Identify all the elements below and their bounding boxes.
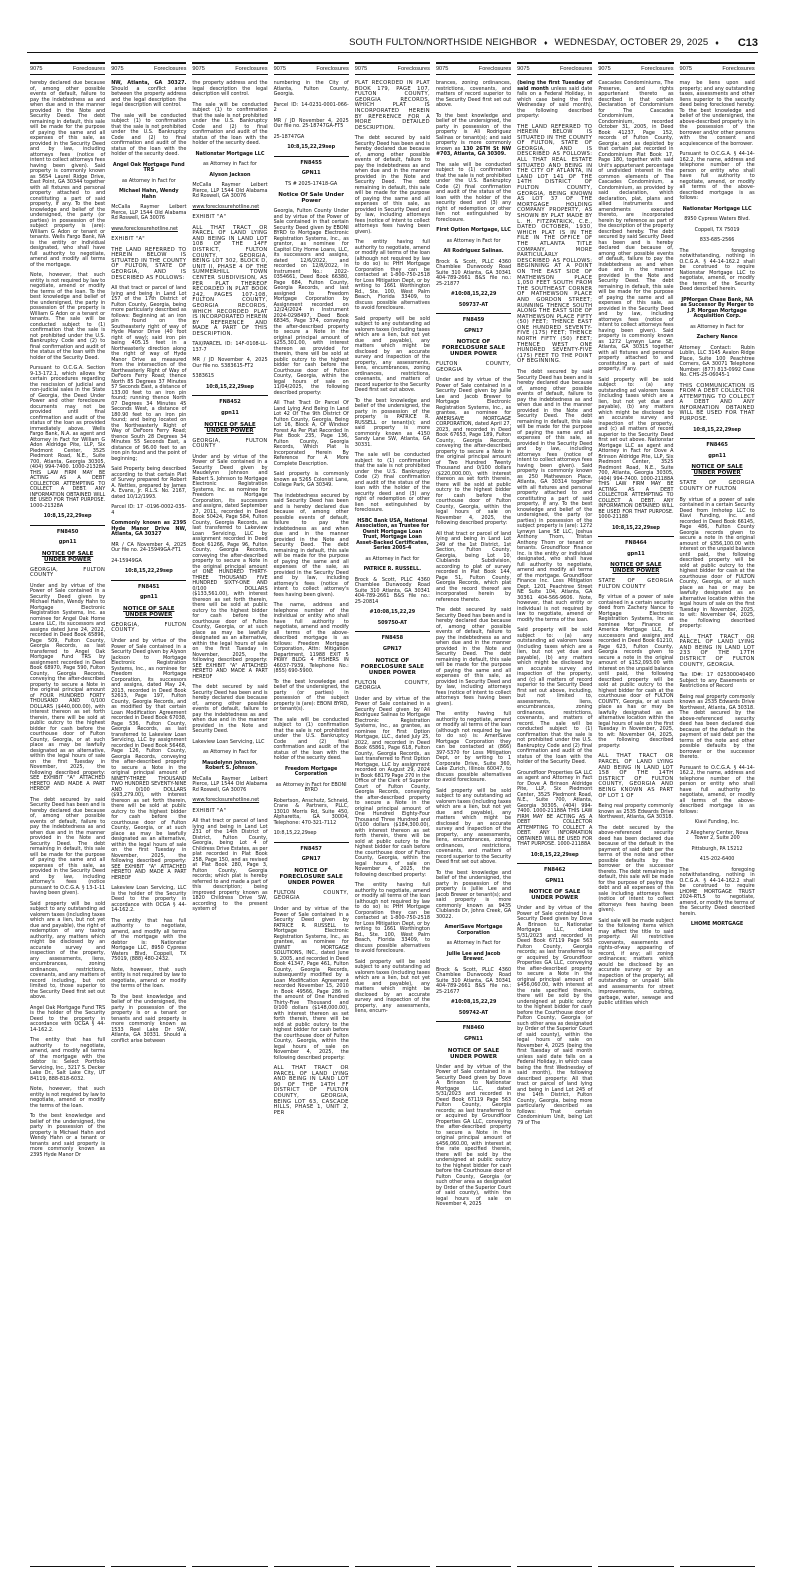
notice-paragraph: TAX/PARCEL ID: 14F-0108-LL-137-7 xyxy=(192,341,268,353)
notice-title: NOTICE OF FORECLOSURE SALE UNDER POWER xyxy=(441,339,506,358)
signatory: Maudelynn Johnson, Robert S. Johnson xyxy=(202,759,258,772)
notice-paragraph: Said property is commonly known as 5265 Colonist Lane, College Park, GA 30349. xyxy=(273,471,349,489)
notice-paragraph: Under and by virtue of the Power of Sale contained in a Security Deed given by Alyson Jackson to Mortgage Electronic Registration Systems, Inc., as nominee for Freedom Mortgage Corporation, its successors and assigns, dated May 24, 2013, recorded in Deed Book 52613, Page 197, Fulton County, Georgia Records, and as modified by that certain Loan Modification Agreement recorded in Deed Book 67038, Page 536, Fulton County, Georgia Records, as last transferred to Lakeview Loan Servicing, LLC by assignment recorded in Deed Book 56468, Page 126, Fulton County, Georgia Records, conveying the after-described property to secure a Note in the original principal amount of NINETY-THREE THOUSAND TWO HUNDRED SEVENTY-NINE AND 0/100 DOLLARS ($93,279.00), with interest thereon as set forth therein, there will be sold at public outcry to the highest bidder for cash before the courthouse door of Fulton County, Georgia, or at such place as may be lawfully designated as an alternative, within the legal hours of sale on the first Tuesday in November, 2025, the following described property: SEE EXHIBIT "A" ATTACHED HERETO AND MADE A PART HEREOF xyxy=(111,638,187,881)
notice-paragraph: Lakeview Loan Servicing, LLC is the holder of the Security Deed to the property in accordance with OCGA § 44-14-162.2. xyxy=(111,885,187,914)
notice-paragraph: 5383615 xyxy=(192,373,215,380)
column-header xyxy=(680,62,755,75)
notice-paragraph: brances, zoning ordinances, restrictions, covenants, and matters of record superior to the Security Deed first set out above. xyxy=(435,80,512,108)
classified-code: 9075 xyxy=(30,66,43,72)
notice-id: FN8457 xyxy=(300,845,322,852)
notice-id: GPN17 xyxy=(301,856,321,863)
notice-paragraph: The debt secured by said Security Deed has been and is hereby declared due because of, among other possible events of default, failure to pay the indebtedness as and when due and in the manner provided in the Note and Security Deed. The debt remaining in default, this sale will be made for the purpose of paying the same and all expenses of this sale, as provided in Security Deed and by law, including attorneys fees (notice of intent to collect attorneys fees having been given). xyxy=(354,135,430,235)
legal-notices-columns xyxy=(27,62,758,1567)
signatory: Jullie Lee and Jacob Brewer. xyxy=(446,950,501,963)
notice-paragraph xyxy=(111,81,186,109)
notice-paragraph: Georgia, Fulton County Under and by virtue of the Power of Sale contained in that certain Security Deed given by EBONI BYRD to Mortgage Electronic Registration Systems, Inc., as grantor, as nominee for Capitol City Home Loans, LLC, its successors and assigns, dated 12/6/2022, and recorded on 12/8/2022, in Instrument No.: 2022-0354661, Deed Book 66380, Page 684, Fulton County, Georgia Records, and last assigned to Freedom Mortgage Corporation by Assignment recorded on 12/24/2024 in Instrument 2024-0298497, Deed Book 68345, Page 374, conveying the after-described property to secure a Note in the original principal amount of $255,301.00, with interest thereon as provided for therein, there will be sold at public outcry to the highest bidder for cash before the Courthouse door of Fulton County, Georgia, within the legal hours of sale on 11/04/2025, the following described property: xyxy=(273,208,349,396)
notice-divider xyxy=(274,842,349,843)
notice-paragraph: Said property will be sold subject to: (a) any outstanding ad valorem taxes (including taxes which are a lien, but not yet due and payable), (b) any matters which might be disclosed by an accurate survey and inspection of the property, and (c) all matters of record superior to the Security Deed first set out above. Nationstar Mortgage LLC as agent and Attorney in Fact for Dove A Brinson Aldridge Pite, LLP, Six Piedmont Center, 3525 Piedmont Road, N.E., Suite 700, Atlanta, Georgia 30305, (404) 994-7400. 1000-21188A THIS LAW FIRM MAY BE ACTING AS A DEBT COLLECTOR ATTEMPTING TO COLLECT A DEBT. ANY INFORMATION OBTAINED WILL BE USED FOR THAT PURPOSE. 1000-21188 xyxy=(598,376,674,520)
notice-divider xyxy=(355,631,430,632)
publication-dates: 10:8,15,22,29sep xyxy=(530,851,579,858)
publication-dates: #10:08,15,22,29 xyxy=(369,609,416,616)
legal-description: ALL THAT TRACT OR PARCEL OF LAND LYING AND BEING IN LAND LOT 108 OF THE 14FF DISTRICT, FULTON COUNTY, GEORGIA, BEING LOT 302, BLOCK D, UNIT II, PHASE 4 OF THE SUMMERHILL TOWN CENTER SUBDIVISION, AS PER PLAT THEREOF RECORDED IN PLAT BOOK 242, PAGES 107-108, FULTON COUNTY, GEORGIA RECORDS, WHICH RECORDED PLAT IS INCORPORATED HEREIN BY REFERENCE AND MADE A PART OF THIS DESCRIPTION. xyxy=(192,224,268,337)
signatory: Nationstar Mortgage LLC xyxy=(682,205,752,212)
notice-paragraph: Pursuant to O.C.G.A. Section 9-13-172.1, which allows for certain procedures regarding the rescission of judicial and non-judicial sales in the State of Georgia, the Deed Under Power and other foreclosure documents may not be provided until final confirmation and audit of the status of the loan as provided immediately above. Wells Fargo Bank, N.A. as agent and Attorney in Fact for William G Adon Aldridge Pite, LLP, Six Piedmont Center, 3525 Piedmont Road, N.E., Suite 700, Atlanta, Georgia 30305, (404) 994-7400. 1000-21328A THIS LAW FIRM MAY BE ACTING AS A DEBT COLLECTOR ATTEMPTING TO COLLECT A DEBT. ANY INFORMATION OBTAINED WILL BE USED FOR THAT PURPOSE. 1000-21328A xyxy=(30,365,106,509)
notice-column xyxy=(352,62,433,1567)
column-header xyxy=(192,62,267,75)
notice-id: FN8462 xyxy=(543,867,566,874)
notice-paragraph: The foregoing notwithstanding, nothing in O.C.G.A. § 44-14-162.2 shall be construed to require LHOME MORTGAGE TRUST 2024-RTL5 to negotiate, amend, or modify the terms of the Security Deed described herein. xyxy=(679,866,755,917)
publication-dates: 509750-AT xyxy=(377,619,407,626)
column-body xyxy=(517,81,592,1126)
diamond-separator-icon: ♦ xyxy=(715,40,719,47)
column-bottom-rule xyxy=(355,1566,430,1567)
paragraph-text: Should a conflict arise between the property address and the legal description the legal description will control. xyxy=(111,85,187,108)
publication-dates: 509742-AT xyxy=(458,1009,489,1016)
classified-code: 9075 xyxy=(273,66,287,72)
notice-id: FN8451 xyxy=(138,583,160,590)
notice-column xyxy=(677,62,758,1567)
classified-category: Foreclosures xyxy=(641,66,674,72)
notice-id: FN8458 xyxy=(381,635,404,642)
notice-title: NOTICE OF SALE UNDER POWER xyxy=(610,562,662,575)
notice-paragraph: numbering in the City of Atlanta, Fulton County, Georgia. xyxy=(273,80,349,97)
notice-id: FN8450 xyxy=(56,528,79,535)
notice-paragraph: Under and by virtue of the Power of Sale contained in a Security Deed given by PATRICE R. RUSSELL to Mortgage Electronic Registration Systems, Inc., as grantee, as nominee for OWNIT MORTGAGE SOLUTIONS, INC., dated June 9, 2005, and recorded in Deed Book 41347, Page 461, Fulton County, Georgia Records, subsequently modified by a Loan Modification Agreement recorded November 15, 2010 in Book 49566, Page 286 in the amount of One Hundred Thirty-Five Thousand and 0/100 dollars ($148,000.00), with interest thereon as set forth therein, there will be sold at public outcry to the highest bidder for cash before the courthouse door of Fulton County, Georgia, within the legal hours of sale on November 4, 2025, the following described property: xyxy=(273,906,349,1061)
notice-column xyxy=(271,62,352,1567)
paragraph-text: To the best knowledge and belief of the undersigned, the party in possession of the property is Ali Rodriguez Salinas or tenant(s); and said property is more commonly known as xyxy=(435,112,512,152)
legal-description: THE LAND REFERRED TO HEREIN BELOW IS SITUATED IN THE COUNTY OF FULTON, STATE OF GEORGIA, AND IS DESCRIBED AS FOLLOWS: ALL THAT REAL ESTATE SITUATED AND BEING IN THE CITY OF ATLANTA, IN LAND LOT 141 OF THE 14TH DISTRICT OF FULTON COUNTY, GEORGIA, BEING KNOWN AS LOT 37 OF THE MORTGAGE HOLDING COMPANY PROPERTY, AS SHOWN BY PLAT MADE BY L. H. FITZPATRICK, C.E., DATED OCTOBER, 1930, WHICH PLAT IS IN THE FILE IN THE OFFICE OF THE ATLANTA TITLE COMPANY, MORE PARTICULARLY DESCRIBED AS FOLLOWS: BEGINNING AT A POINT ON THE EAST SIDE OF MATHEWSON PLACE 1,050 FEET SOUTH FROM THE SOUTHEAST CORNER OF MATHEWSON PLACE AND GORDON STREET; RUNNING THENCE SOUTH ALONG THE EAST SIDE OF MATHEWSON PLACE FIFTY (50) FEET; THENCE EAST ONE HUNDRED SEVENTY-FIVE (175) FEET; THENCE NORTH FIFTY (50) FEET; THENCE WEST ONE HUNDRED SEVENTY-FIVE (175) FEET TO THE POINT OF BEGINNING. xyxy=(517,123,593,365)
notice-paragraph: The debt secured by said Security Deed has been and is hereby declared due because of, among other possible events of default, failure to pay the indebtedness as and when due and in the manner provided in the Note and Security Deed. The debt remaining in default, this sale will be made for the purpose of paying the same and all expenses of this sale, as provided in the Security Deed and by law, including attorney's fees (notice pursuant to O.C.G.A. § 13-1-11 having been given). xyxy=(30,796,106,897)
signatory-line: 833-685-2566 xyxy=(699,237,735,243)
classified-category: Foreclosures xyxy=(235,66,268,72)
notice-paragraph: 24-15949GA xyxy=(111,557,142,564)
notice-paragraph: Brock & Scott, PLLC 4360 Chamblee Dunwoody Road Suite 310 Atlanta, GA 30341 404-789-2661 B&S file no.: 25-21877 xyxy=(435,258,512,287)
notice-id: GPN11 xyxy=(301,170,321,177)
notice-divider xyxy=(111,580,186,581)
notice-paragraph: The foregoing notwithstanding, nothing in O.C.G.A. § 44-14-162.2 shall be construed to require Nationstar Mortgage LLC to negotiate, amend, or modify the terms of the Security Deed described herein. xyxy=(679,247,755,292)
classified-category: Foreclosures xyxy=(559,66,593,72)
notice-paragraph: Brock & Scott, PLLC 4360 Chamblee Dunwoody Road Suite 310 Atlanta, GA 30341 404-789-2661 B&S file no.: 25-20814 xyxy=(354,576,430,605)
signatory: Michael Hahn, Wendy Hahn xyxy=(119,188,179,200)
notice-paragraph: MR / JD November 4, 2025 Our file no. 25-18747GA-FT5 xyxy=(273,117,349,129)
legal-description: FULTON COUNTY, GEORGIA xyxy=(435,361,512,373)
legal-description: FULTON COUNTY, GEORGIA xyxy=(273,889,349,902)
column-bottom-rule xyxy=(517,1566,592,1567)
notice-id: gpn11 xyxy=(708,452,726,459)
issue-date: WEDNESDAY, OCTOBER 29, 2025 xyxy=(554,37,709,48)
publication-dates: #10:08,15,22,29 xyxy=(450,291,497,297)
signatory-line: as Attorney in Fact for EBONI BYRD xyxy=(275,781,347,794)
signatory-line: Pittsburgh, PA 15212 xyxy=(691,845,743,852)
notice-paragraph: hereby declared due because of, among other possible events of default, failure to pay the indebtedness as and when due and in the manner provided in the Note and Security Deed. The debt remaining in default, this sale will be made for the purpose of paying the same and all expenses of this sale, as provided in the Security Deed and by law, including attorneys fees (notice of intent to collect attorneys fees having been given). Said property is commonly known as 5654 Laurel Ridge Drive, East Point, GA 30344 together with all fixtures and personal property attached to and constituting a part of said property, if any. To the best knowledge and belief of the undersigned, the party (or parties) in possession of the subject property is (are): William G Adon or tenant or tenants. Wells Fargo Bank, NA is the entity or individual designated, who shall have full authority to negotiate, amend and modify all terms of the mortgage. xyxy=(30,80,106,268)
column-bottom-rule xyxy=(274,1566,349,1567)
notice-paragraph: By virtue of a power of sale contained in a certain Security Deed from Imhotep LLC to Kiavi Funding, Inc. and recorded in Deed Book 66145, Page 486, Fulton County Georgia records given to secure a note in the original amount of $356,100.00 with interest on the unpaid balance until paid, the following described property will be sold at public outcry to the highest bidder for cash at the courthouse door of FULTON County, Georgia, or at such place as has or may be lawfully designated as an alternative location within the legal hours of sale on the first Tuesday in November, 2025, to wit: November 04, 2025, the following described property: xyxy=(679,496,755,630)
emphasized-text: (being the first Tuesday of said month xyxy=(517,80,593,92)
publication-name: SOUTH FULTON/NORTHSIDE NEIGHBOR xyxy=(349,37,537,48)
signatory: Angel Oak Mortgage Fund TRS xyxy=(112,161,185,173)
notice-paragraph: The sale will be conducted subject to (1) confirmation that the sale is not prohibited under the U.S. Bankruptcy Code (2) final confirmation and audit of the status of the loan with the holder of the security deed and (3) any right of redemption or other lien not extinguished by foreclosure. xyxy=(435,161,512,223)
notice-paragraph: All that tract or parcel of land lying and being in Land Lot 157 of the 17th District of Fulton County, Georgia, being more particularly described as follows: Beginning at an iron pin found on the Southeasterly right of way of Hyde Manor Drive (40 foot right of way); said iron pin being 405.15 feet in a Northeasterly direction along the right of way of Hyde Manor Drive as measured from the intersection of the Northeasterly Right of Way of DeFoors Ferry Road; thence North 85 Degrees 37 Minutes 57 Seconds East, a distance of 133.00 feet to an iron pin found; running thence North 07 Degrees 34 Minutes 45 Seconds West, a distance of 180.90 feet to an iron pin found; and being located on the Northeasterly Right of Way of DeFoors Ferry Road; thence South 28 Degrees 34 Minutes 55 Seconds East, a distance of 96.00 feet to an iron pin found and the point of beginning; xyxy=(111,285,187,462)
legal-description: EXHIBIT "A" xyxy=(111,236,145,242)
notice-paragraph: Note, however, that such entity is not required by law to negotiate, amend or modify the terms of the loan. To the best knowledge and belief of the undersigned, the party in possession of the property is William G Adon or a tenant or tenants. The sale will be conducted subject to (1) confirmation that the sale is not prohibited under the U.S. Bankruptcy Code and (2) to final confirmation and audit of the status of the loan with the holder of the Security Deed. xyxy=(30,272,106,361)
column-bottom-rule xyxy=(111,1566,186,1567)
notice-paragraph: To the best knowledge and belief of the undersigned, the party in possession of the property is Jullie Lee and Jacob Brewer or tenant(s); and said property is more commonly known as 9435 Clublands Dr, Johns Creek, GA 30022. xyxy=(435,869,512,920)
notice-paragraph: The sale will be conducted subject to (1) confirmation that the sale is not prohibited under the U.S. Bankruptcy Code (2) final confirmation and audit of the status of the loan with the holder of the security deed and (3) any right of redemption or other lien not extinguished by foreclosure. xyxy=(354,452,430,514)
signatory: PATRICE R. RUSSELL. xyxy=(363,566,422,573)
notice-paragraph: Under and by virtue of the Power of Sale contained in a Security Deed given by Michael Hahn, Wendy Hahn to Mortgage Electronic Registration Systems, Inc. as nominee for Angel Oak Home Loans LLC, its successors and assigns dated June 24, 2022, recorded in Deed Book 65896, Page 509, Fulton County, Georgia Records, as last transferred to Angel Oak Mortgage Fund TRS by assignment recorded in Deed Book 68970, Page 590, Fulton County, Georgia Records, conveying the after-described property to secure a Note in the original principal amount of FOUR HUNDRED FORTY THOUSAND AND 0/100 DOLLARS ($440,000.00), with interest thereon as set forth therein, there will be sold at public outcry to the highest bidder for cash before the courthouse door of Fulton County, Georgia, or at such place as may be lawfully designated as an alternative, within the legal hours of sale on the first Tuesday in November, 2025, the following described property: SEE EXHIBIT "A" ATTACHED HERETO AND MADE A PART HEREOF xyxy=(30,582,106,793)
signatory-line: as Attorney in Fact for xyxy=(690,323,745,330)
publication-dates: 10:8,15,22,29sep xyxy=(287,144,336,150)
column-header xyxy=(30,62,105,75)
notice-id: gpn11 xyxy=(221,410,239,417)
notice-paragraph: Said property will be sold subject to: (a) any outstanding ad valorem taxes (including taxes which are a lien, but not yet due and payable), (b) any matters which might be disclosed by an accurate survey and inspection of the property, and (c) all matters of record superior to the Security Deed first set out above, including, but not limited to, assessments, liens, encumbrances, zoning ordinances, restrictions, covenants, and matters of record. The sale will be conducted subject to (1) confirmation that the sale is not prohibited under the U.S. Bankruptcy Code and (2) final confirmation and audit of the status of the loan with the holder of the Security Deed. xyxy=(517,627,593,766)
signatory-line: Kiavi Funding, Inc. xyxy=(694,819,740,826)
notice-paragraph: Angel Oak Mortgage Fund TRS is the holder of the Security Deed to the property in accordance with OCGA § 44-14-162.2. xyxy=(30,1004,106,1033)
notice-title: NOTICE OF SALE UNDER POWER xyxy=(204,421,256,434)
notice-paragraph: Under and by virtue of the Power of Sale contained in a Security Deed given by Dove A Brinson to Nationstar Mortgage LLC, dated 5/31/2023 and recorded in Deed Book 67119 Page 563 Fulton County, Georgia records; as last transferred to or acquired by Groundfloor Properties GA LLC, conveying the after-described property to secure a Note in the original principal amount of $456,060.00, with interest at the rate specified therein, there will be sold by the undersigned at public outcry to the highest bidder for cash before the Courthouse door of Fulton County, Georgia (or such other area as designated by Order of the Superior Court of said county), within the legal hours of sale on November 4, 2025 xyxy=(435,1063,512,1208)
legal-description: THIS COMMUNICATION IS FROM A DEBT COLLECTOR ATTEMPTING TO COLLECT A DEBT AND ANY INFORMATION OBTAINED WILL BE USED FOR THAT PURPOSE. xyxy=(679,382,755,423)
notice-paragraph: Said property will be sold subject to any outstanding ad valorem taxes (including taxes which are a lien, but not yet due and payable), any matters which might be disclosed by an accurate survey and inspection of the property, any assessments, liens, encumbrances, zoning ordinances, restrictions, covenants, and matters of record superior to the Security Deed first set out above. xyxy=(435,787,512,866)
notice-paragraph: The sale will be conducted subject (1) to confirmation that the sale is not prohibited under the U.S. Bankruptcy Code and (2) to final confirmation and audit of the status of the loan with the holder of the security deed. xyxy=(111,112,187,157)
column-body xyxy=(111,81,186,1044)
notice-paragraph: 10:8,15,22,29sep xyxy=(273,830,317,837)
classified-code: 9075 xyxy=(354,66,368,72)
notice-id: gpn11 xyxy=(627,550,645,557)
page-masthead xyxy=(27,30,758,53)
notice-paragraph: Being real property commonly known as 2535 Edwards Drive Northwest, Atlanta, GA 30318. xyxy=(598,803,674,821)
notice-divider xyxy=(436,313,511,314)
notice-paragraph: Being real property commonly known as 2535 Edwards Drive Northwest, Atlanta, GA 30318. The debt secured by the above-referenced security deed has been declared due because of the default in the payment of said debt per the terms of the note and other possible defaults by the borrower or the successor thereto. xyxy=(679,693,755,761)
notice-paragraph: Said sale will be made subject to the following items which may affect the title to said property: All restrictive covenants, easements and rights-of-way appearing of record, if any; all zoning ordinances; matters which would be disclosed by an accurate survey or by an inspection of the property; all outstanding or unpaid bills and assessments for street improvements, curbing, garbage, water, sewage and public utilities which xyxy=(598,917,674,1007)
signatory: JPMorgan Chase Bank, NA as Successor By Merger to J.P. Morgan Mortgage Acquisition Corp. xyxy=(680,296,754,319)
publication-dates: 10:8,15,22,29sep xyxy=(124,568,173,575)
signatory-line: as Attorney in Fact for xyxy=(203,749,257,756)
classified-code: 9075 xyxy=(111,66,124,72)
legal-description: PLAT RECORDED IN PLAT BOOK 179, PAGE 107, FULTON COUNTY, GEORGIA RECORDS, WHICH PLAT IS INCORPORATED HEREIN BY REFERENCE FOR A MORE DETAILED DESCRIPTION. xyxy=(354,80,430,131)
notice-title: NOTICE OF SALE UNDER POWER xyxy=(123,605,175,618)
signatory-line: as Attorney in Fact for xyxy=(121,177,176,184)
notice-paragraph: The debt secured by the above-referenced security deed has been declared due because of the default in the payment of said debt per the terms of the note and other possible defaults by the borrower or the successor thereto. The debt remaining in default, this sale will be made for the purpose of paying the debt and all expenses of this sale including attorneys fees (notice of intent to collect attorneys fees having been given). xyxy=(598,824,674,914)
notice-paragraph: Under and by virtue of the Power of Sale contained in a Security Deed given by Dove A Brinson to Nationstar Mortgage LLC, dated 5/31/2023 and recorded in Deed Book 67119 Page 563 Fulton County, Georgia records; as last transferred to or acquired by Groundfloor Properties GA LLC, conveying the after-described property to secure a Note in the original principal amount of $456,060.00, with interest at the rate specified therein, there will be sold by the undersigned at public outcry to the highest bidder for cash before the Courthouse door of Fulton County, Georgia (or such other area as designated by Order of the Superior Court of said county), within the legal hours of sale on November 4, 2025 (being the first Tuesday of said month unless said date falls on a Federal Holiday, in which case being the first Wednesday of said month), the following described property: All that tract or parcel of land lying and being in Land Lot 245 of the 14th District, Fulton County, Georgia, being more particularly described as follows: That certain Condominium Unit, being Lot 79 of The xyxy=(517,905,593,1126)
notice-id: gpn11 xyxy=(58,539,77,546)
signatory: Nationstar Mortgage LLC xyxy=(195,150,265,157)
notice-paragraph: the property address and the legal description the legal description will control. xyxy=(192,80,268,97)
signatory: LHOME MORTGAGE xyxy=(690,921,744,928)
legal-description: FULTON COUNTY, GEORGIA xyxy=(354,679,430,692)
notice-paragraph xyxy=(517,81,592,120)
notice-column xyxy=(189,62,270,1567)
publication-dates: 509737-AT xyxy=(458,301,489,308)
notice-id: GPN11 xyxy=(545,877,565,884)
notice-paragraph: The debt secured by said Security Deed has been and is hereby declared due because of, among other possible events of default, failure to pay the indebtedness as and when due and in the manner provided in the Note and Security Deed. The debt remaining in default, this sale will be made for the purpose of paying the same and all expenses of this sale, as provided in Security Deed and by law, including attorneys fees (notice of intent to collect attorneys fees having been given). xyxy=(435,607,512,707)
notice-column xyxy=(595,62,676,1567)
column-body xyxy=(598,81,673,1007)
notice-paragraph: Under and by virtue of the Power of Sale contained in a Security Deed given by Ali Rodriguez Salinas to Mortgage Electronic Registration Systems, Inc., as grantee, as nominee for First Option Mortgage, LLC., dated July 25, 2022, and recorded in Deed Book 65861, Page 618, Fulton County, Georgia Records, as last transferred to First Option Mortgage, LLC by assignment recorded on August 29, 2024 in Book 68179 Page 270 in the Office of the Clerk of Superior Court of Fulton County, Georgia Records, conveying the after-described property to secure a Note in the original principal amount of One Hundred Eighty-Four Thousand Three Hundred and 0/100 dollars ($184,300.00), with interest thereon as set forth therein, there will be sold at public outcry to the highest bidder for cash before the courthouse door of Fulton County, Georgia, within the legal hours of sale on November 4, 2025, the following described property: xyxy=(354,695,430,878)
classified-category: Foreclosures xyxy=(154,66,187,72)
signatory-line: 8950 Cypress Waters Blvd. xyxy=(684,216,750,222)
notice-id: FN8460 xyxy=(462,1025,485,1032)
page-number: C13 xyxy=(737,37,758,49)
notice-paragraph: To the best knowledge and belief of the undersigned, the party in possession of the property is PATRICE R. RUSSELL or tenant(s); and said property is more commonly known as 4150 Sandy Lane SW, Atlanta, GA 30331. xyxy=(354,397,430,448)
notice-paragraph: Pursuant to O.C.G.A. § 44-14-162.2, the name, address and telephone number of the person or entity who shall have full authority to negotiate, amend, or modify all terms of the above-described mortgage is as follows: xyxy=(679,151,755,201)
column-bottom-rule xyxy=(30,1566,105,1567)
signatory: Zachery Nance xyxy=(696,334,738,340)
signatory: Freedom Mortgage Corporation xyxy=(284,765,338,778)
notice-paragraph: The indebtedness secured by said Security Deed has been and is hereby declared due because of, among other possible events of default, failure to pay the indebtedness as and when due and in the manner provided in the Note and Security Deed. The debt remaining in default, this sale will be made for the purpose of paying the same and all expenses of the sale, as provided in the Security Deed and by law, including attorney's fees (notice of intent to collect attorney's fees having been given). xyxy=(273,492,349,598)
notice-id: FN8455 xyxy=(300,159,322,166)
notice-id: gpn11 xyxy=(139,594,158,601)
notice-title: NOTICE OF SALE UNDER POWER xyxy=(447,1047,500,1060)
notice-paragraph: To the best knowledge and belief of the undersigned, the party in possession of the property is Michael Hahn and Wendy Hahn or a tenant or tenants and said property is more commonly known as 2395 Hyde Manor Dr xyxy=(30,1113,106,1158)
publication-dates: 10:8,15,22,29sep xyxy=(206,383,254,390)
column-header xyxy=(517,62,592,75)
notice-title: Notice Of Sale Under Power xyxy=(278,192,345,205)
signatory: HSBC Bank USA, National Association, as Trustee for Ownit Mortgage Loan Trust, Mortgage Loan Asset-Backed Certificates, Series 2005-4 xyxy=(355,517,430,552)
classified-code: 9075 xyxy=(598,66,611,72)
notice-id: GPN17 xyxy=(464,327,483,334)
notice-paragraph: McCalla Raymer Leibert Pierce, LLP 1544 Old Alabama Rd Roswell, GA 30076 xyxy=(111,204,187,221)
classified-category: Foreclosures xyxy=(397,66,430,72)
notice-paragraph: Tax ID#: 17 025300040400 Subject to any Easements or Restrictions of Record xyxy=(679,672,755,690)
publication-dates: 10:8,15,22,29sep xyxy=(43,513,92,519)
column-body xyxy=(192,81,267,913)
notice-paragraph: The sale will be conducted subject (1) to confirmation that the sale is not prohibited under the U.S. Bankruptcy Code and (2) to final confirmation and audit of the status of the loan with the holder of the security deed. xyxy=(192,101,268,146)
classified-code: 9075 xyxy=(517,66,530,72)
notice-title: NOTICE OF FORECLOSURE SALE UNDER POWER xyxy=(360,657,424,676)
notice-paragraph: The name, address and telephone number of the individual or entity who shall have full authority to negotiate, amend and modify all terms of the above-described mortgage is as follows: Freedom Mortgage Corporation, Attn: Mitigation Department, 11988 EXIT 5 PKWY BLDG 4 FISHERS IN 46037-7939, Telephone No.: (855) 690-5900. xyxy=(273,602,349,675)
notice-paragraph: Under and by virtue of the Power of Sale contained in a Security Deed given by Maudelynn Johnson and Robert S. Johnson to Mortgage Electronic Registration Systems, Inc. as nominee for Freedom Mortgage Corporation, its successors and assigns, dated September 27, 2011, recorded in Deed Book 50424, Page 584, Fulton County, Georgia Records, as last transferred to Lakeview Loan Servicing, LLC by assignment recorded in Deed Book 61266, Page 96, Fulton County, Georgia Records, conveying the after-described property to secure a Note in the original principal amount of ONE HUNDRED THIRTY-THREE THOUSAND FIVE HUNDRED SIXTY-ONE AND 0/100 DOLLARS ($133,561.00), with interest thereon as set forth therein, there will be sold at public outcry to the highest bidder for cash before the courthouse door of Fulton County, Georgia, or at such place as may be lawfully designated as an alternative, within the legal hours of sale on the first Tuesday in November, 2025, the following described property: SEE EXHIBIT "A" ATTACHED HERETO AND MADE A PART HEREOF xyxy=(192,453,268,680)
column-header xyxy=(355,62,430,75)
legal-description: STATE OF GEORGIA FULTON COUNTY xyxy=(598,578,674,590)
notice-divider xyxy=(598,536,673,537)
notice-id: FN8452 xyxy=(219,399,241,406)
classified-code: 9075 xyxy=(192,66,205,72)
notice-title: NOTICE OF SALE UNDER POWER xyxy=(41,550,94,563)
column-body xyxy=(680,81,755,928)
notice-paragraph: Pursuant to O.C.G.A. § 44-14-162.2, the name, address and telephone number of the person or entity who shall have full authority to negotiate, amend, or modify all terms of the above-described mortgage is as follows: xyxy=(679,764,755,815)
classified-category: Foreclosures xyxy=(316,66,349,72)
notice-paragraph: Under and by virtue of the Power of Sale contained in a Security Deed given by Jullie Lee and Jacob Brewer to Mortgage Electronic Registration Systems, Inc., as grantee, as nominee for AMERISAVE MORTGAGE CORPORATION, dated April 27, 2023, and recorded in Deed Book 67653, Page 189, Fulton County, Georgia Records, conveying the after-described property to secure a Note in the original principal amount of Two Hundred Twenty Thousand and 0/100 dollars ($220,000.00), with interest thereon as set forth therein, there will be sold at public outcry to the highest bidder for cash before the courthouse door of Fulton County, Georgia, within the legal hours of sale on November 4, 2025, the following described property: xyxy=(435,377,512,527)
legal-description: EXHIBIT "A" xyxy=(192,807,227,814)
signatory-line: 2 Allegheny Center, Nova Tower 2, Suite 200 xyxy=(685,829,749,842)
notice-paragraph: MR / CA November 4, 2025 Our file no. 24-15949GA-FT1 xyxy=(111,541,187,554)
signatory-line: Coppell, TX 75019 xyxy=(694,226,740,233)
notice-paragraph: By virtue of a power of sale contained in a certain security deed from Zachery Nance to Mortgage Electronic Registration Systems, Inc as nominee for Finance of America Mortgage LLC, its successors and assigns and recorded in Deed Book 61210, Page 623, Fulton County, Georgia records given to secure a note in the original amount of $152,093.00 with interest on the unpaid balance until paid, the following described property will be sold at public outcry to the highest bidder for cash at the courthouse door of FULTON COUNTY, Georgia, or at such place as has or may be lawfully designated as an alternative location within the legal hours of sale on the first Tuesday in November, 2025, to wit: November 04, 2025, the following described property: xyxy=(598,594,674,749)
signatory-line: as Attorney in Fact for xyxy=(446,940,501,947)
notice-paragraph: The debt secured by said Security Deed has been and is hereby declared due because of, among other possible events of default, failure to pay the indebtedness as and when due and in the manner provided in the Note and Security Deed. The debt remaining in default, this sale will be made for the purpose of paying the same and all expenses of this sale, as provided in the Security Deed and by law, including attorneys fees (notice of intent to collect attorneys fees having been given). Said property is commonly known as 250 Mathewson Place, Atlanta, GA 30314 together with all fixtures and personal property attached to and constituting a part of said property, if any. To the best knowledge and belief of the undersigned, the party (or parties) in possession of the subject property is (are): 1272 Lynwyn Lane SE LLC, Joshua Anthony Thom, Tristan Anthony Thom or tenant or tenants. Groundfloor Finance Inc. is the entity or individual designated, who shall have full authority to negotiate, amend and modify all terms of the mortgage. Groundfloor Finance Inc. Loss Mitigation Dept. 1201 Peachtree Street NE Suite 104, Atlanta, GA 30361 404-566-9606. Note, however, that such entity or individual is not required by law to negotiate, amend or modify the terms of the loan. xyxy=(517,369,593,623)
notice-paragraph: McCalla Raymer Leibert Pierce, LLP 1544 Old Alabama Rd Roswell, GA 30076 xyxy=(192,182,268,199)
notice-paragraph: The entity having full authority to negotiate, amend or modify all terms of the loan (although not required by law to do so) is: PHH Mortgage Corporation they can be contacted at 1-800-750-2518 for Loss Mitigation Dept, or by writing to 1661 Worthington Rd., Ste. 100, West Palm Beach, Florida 33409, to discuss possible alternatives to avoid foreclosure. xyxy=(354,239,430,312)
notice-id: FN8459 xyxy=(462,317,485,323)
notice-divider xyxy=(274,156,349,157)
column-bottom-rule xyxy=(436,1566,511,1567)
notice-paragraph: The sale will be conducted subject to (1) confirmation that the sale is not prohibited under the U.S. Bankruptcy Code and (2) final confirmation and audit of the status of the loan with the holder of the security deed. xyxy=(273,716,349,762)
legal-description: ALL THAT TRACT OR PARCEL OF LAND LYING AND BEING IN LAND LOT 90 OF THE 14TH FF DISTRICT OF FULTON COUNTY, GEORGIA, BEING LOT 63, CASCADE HILLS, PHASE 1, UNIT 2, PER xyxy=(273,1065,349,1116)
notice-paragraph: The debt secured by said Security Deed has been and is hereby declared due because of, among other possible events of default, failure to pay the indebtedness as and when due and in the manner provided in the Note and Security Deed. xyxy=(192,684,268,735)
notice-divider xyxy=(30,525,105,526)
notice-title: NOTICE OF SALE UNDER POWER xyxy=(691,464,743,477)
legal-description: GEORGIA, FULTON COUNTY xyxy=(30,566,106,579)
legal-description: ALL THAT TRACT OR PARCEL OF LAND LYING AND BEING IN LAND LOT 158 OF THE 14TH DISTRICT OF FULTON COUNTY, GEORGIA AND BEING KNOWN AS PART OF LOT 1 OF xyxy=(598,753,674,799)
foreclosure-hotline-link[interactable]: www.foreclosurehotline.net xyxy=(192,203,260,210)
column-header xyxy=(598,62,673,75)
notice-paragraph: McCalla Raymer Leibert Pierce, LLP 1544 Old Alabama Rd Roswell, GA 30076 xyxy=(192,775,268,793)
column-header xyxy=(274,62,349,75)
notice-paragraph: Said property will be sold subject to any outstanding ad valorem taxes (including taxes which are a lien, but not yet due and payable), any matters which might be disclosed by an accurate survey and inspection of the property, any assessments, liens, encum- xyxy=(354,958,430,1015)
legal-description: ALL THAT TRACT OR PARCEL OF LAND LYING AND BEING IN LAND LOT 233 OF THE 17TH DISTRICT OF FULTON COUNTY, GEORGIA. xyxy=(679,633,755,668)
notice-paragraph: Note, however, that such entity is not required by law to negotiate, amend or modify the terms of the loan. xyxy=(111,966,187,990)
signatory-line: as Attorney in Fact for xyxy=(446,237,501,244)
classified-category: Foreclosures xyxy=(722,66,755,72)
notice-divider xyxy=(680,438,755,439)
notice-column xyxy=(108,62,189,1567)
legal-description: STATE OF GEORGIA COUNTY OF FULTON xyxy=(679,480,755,492)
column-body xyxy=(274,81,349,1116)
classified-code: 9075 xyxy=(679,66,692,72)
notice-paragraph xyxy=(436,114,511,158)
signatory-line: 415-202-6400 xyxy=(699,856,735,863)
classified-code: 9075 xyxy=(435,66,449,72)
property-address: 130 26TH St NW #703, Atlanta, GA 30309. xyxy=(435,145,512,157)
publication-dates: #10:08,15,22,29 xyxy=(450,999,497,1006)
notice-id: GPN11 xyxy=(464,1035,483,1042)
foreclosure-hotline-link[interactable]: www.foreclosurehotline.net xyxy=(111,225,178,232)
notice-paragraph: Parcel ID: 14-0231-0001-066-2 xyxy=(273,101,349,113)
column-body xyxy=(355,81,430,1015)
foreclosure-hotline-link[interactable]: www.foreclosurehotline.net xyxy=(192,797,260,804)
notice-paragraph: Said property will be sold subject to any outstanding ad valorem taxes (including taxes which are a lien, but not yet due and payable), any matters which might be disclosed by an accurate survey and inspection of the property, any assessments, liens, encumbrances, zoning ordinances, restrictions, covenants, and matters of record superior to the Security Deed first set out above. xyxy=(354,315,430,394)
column-bottom-rule xyxy=(192,1566,267,1567)
notice-paragraph: The entity having full authority to negotiate, amend or modify all terms of the loan (although not required by law to do so) is: PHH Mortgage Corporation they can be contacted at 1-800-750-2518 for Loss Mitigation Dept, or by writing to 1661 Worthington Rd., Ste. 100, West Palm Beach, Florida 33409, to discuss possible alternatives to avoid foreclosure. xyxy=(354,882,430,955)
classified-category: Foreclosures xyxy=(478,66,512,72)
notice-paragraph: The entity having full authority to negotiate, amend or modify all terms of the loan (although not required by law to do so) is: AmeriSave Mortgage Corporation they can be contacted at (866) 397-5370 for Loss Mitigation Dept, or by writing to 1 Corporate Drive, Suite 360, Lake Zurich, Illinois 60047, to discuss possible alternatives to avoid foreclosure. xyxy=(435,711,512,784)
notice-paragraph: The entity that has full authority to negotiate, amend, and modify all terms of the mortgage with the debtor is: Select Portfolio Servicing, Inc., 3217 S. Decker Lake Dr., Salt Lake City, UT 84119, 888-818-6032. xyxy=(30,1037,106,1082)
notice-paragraph: All that tract or parcel of land lying and being in Land Lot 249 of the 1st District, 1st Section, Fulton County, Georgia, being Lot 10, Clublands Subdivision, according to plat of survey recorded in Plat Book 144, Page 51, Fulton County, Georgia Records, which plat and the record thereof are incorporated herein by reference thereto. xyxy=(435,530,512,603)
diamond-separator-icon: ♦ xyxy=(543,40,548,47)
notice-paragraph: Said Property being described according to that certain Plat of Survey prepared for Robert A. Nettles, prepared by James A. Evans, Jr. R.L.S. No. 2167, dated 10/12/1993. xyxy=(111,466,187,500)
notice-paragraph xyxy=(111,521,186,538)
column-body xyxy=(30,81,105,1158)
notice-paragraph: Robertson, Anschutz, Schneid, Crane & Partners, PLLC, 13010 Morris Rd, Suite 450, Alpharetta, GA 30004, Telephone: 470-321-7112 xyxy=(273,797,349,826)
notice-divider xyxy=(517,863,592,864)
notice-paragraph: Said property will be sold subject to any outstanding ad valorem taxes (including taxes which are a lien, but not yet due and payable), the right of redemption of any taxing authority, any matters which might be disclosed by an accurate survey and inspection of the property, any assessments, liens, encumbrances, zoning ordinances, restrictions, covenants, and any matters of record including, but not limited to, those superior to the Security Deed first set out above. xyxy=(30,900,106,1001)
signatory: Ali Rodriguez Salinas. xyxy=(443,248,504,254)
column-header xyxy=(111,62,186,75)
signatory: AmeriSave Mortgage Corporation xyxy=(444,924,503,936)
notice-paragraph: may be liens upon said property; and any outstanding taxes, assessments and other liens superior to the security deed being foreclosed hereby. To the best knowledge and belief of the undersigned, the above-described property is in the possession of the borrower and/or other persons with the consent and acquiescence of the borrower. xyxy=(679,80,755,147)
notice-title: NOTICE OF FORECLOSURE SALE UNDER POWER xyxy=(279,867,343,886)
signatory-line: as Attorney in Fact for xyxy=(365,555,420,562)
signatory-line: TS # 2025-17418-GA xyxy=(285,180,338,187)
notice-paragraph: To the best knowledge and belief of the undersigned, the party in possession of the property is or a tenant or tenants and said property is more commonly known as 1533 Reel Lake Dr SW, Atlanta, GA 30331. Should a conflict arise between xyxy=(111,993,187,1044)
publication-dates: 10:8,15,22,29sep xyxy=(611,524,660,531)
emphasized-text: NW, Atlanta, GA 30327. xyxy=(111,80,187,86)
notice-id: FN8464 xyxy=(625,540,647,546)
publication-dates: 10:8,15,22,29sep xyxy=(693,426,742,433)
signatory: First Option Mortgage, LLC xyxy=(436,227,511,233)
notice-paragraph: Parcel ID: 17 -0196-0002-035-4 xyxy=(111,504,187,516)
notice-paragraph: Brock & Scott, PLLC 4360 Chamblee Dunwoody Road Suite 310 Atlanta, GA 30341 404-789-2661 B&S file no.: 25-21677 xyxy=(435,966,512,995)
emphasized-text: Commonly known as 2395 Hyde Manor Drive NW, Atlanta, GA 30327 xyxy=(111,520,187,538)
notice-title: NOTICE OF SALE UNDER POWER xyxy=(528,889,581,902)
notice-paragraph: The entity that has full authority to negotiate, amend, and modify all terms of the mortgage with the debtor is: Nationstar Mortgage LLC, 8950 Cypress Waters Blvd, Coppell, TX 75019, (888) 480-2432. xyxy=(111,917,187,963)
notice-paragraph: To the best knowledge and belief of the undersigned, the party (or parties) in possession of the subject property is (are): EBONI BYRD, or tenant(s). xyxy=(273,678,349,713)
column-header xyxy=(436,62,511,75)
signatory: Alyson Jackson xyxy=(209,171,251,178)
signatory-line: as Attorney in Fact for xyxy=(203,161,257,167)
column-bottom-rule xyxy=(680,1566,755,1567)
notice-paragraph: Cascades Condominiums, The Preserve, and rights appurtenant thereto as described in that certain Declaration of Condominium for The Cascades Condominium, a Condominium, recorded October 31, 2005, in Deed Book 41237, Page 152, records of Fulton County, Georgia; and as depicted by that certain plat recorded in Condominium Plat Book 17, Page 180, together with said Unit's appurtenant percentage of undivided interest in the common elements of The Cascades Condominium, a Condominium, as provided by said declaration, which declaration, plat, plans and allied instruments and amendments executed thereto, are incorporated herein by reference as part of the description of the property described hereby. The debt secured by said Security Deed has been and is hereby declared due because of, among other possible events of default, failure to pay the indebtedness as and when due and in the manner provided in the Note and Security Deed. The debt remaining in default, this sale will be made for the purpose of paying the same and all expenses of this sale, as provided in the Security Deed and by law, including attorneys fees (notice of intent to collect attorneys fees having been given). Said property is commonly known as 1272 Lynwyn Lane SE, Atlanta, GA 30315 together with all fixtures and personal property attached to and constituting a part of said property, if any. xyxy=(598,80,674,372)
legal-description: GEORGIA, FULTON COUNTY xyxy=(111,621,187,634)
legal-description: EXHIBIT "A" xyxy=(192,214,227,220)
notice-paragraph: All That Tract Or Parcel Of Land Lying And Being In Land Lot 42 Of The 9th District Of Fulton County, Georgia, Being Lot 16, Block A, Of Windsor Forest As Per Plat Recorded In Plat Book 235, Page 136, Fulton County, Georgia Records, Which Plat Is Incorporated Herein By Reference For A More Complete Description. xyxy=(273,400,349,467)
notice-paragraph: Groundfloor Properties GA LLC as agent and Attorney in Fact for Dove A Brinson Aldridge Pite, LLP, Six Piedmont Center, 3525 Piedmont Road, N.E., Suite 700, Atlanta, Georgia 30305, (404) 994-7400. 1000-21188A THIS LAW FIRM MAY BE ACTING AS A DEBT COLLECTOR ATTEMPTING TO COLLECT A DEBT. ANY INFORMATION OBTAINED WILL BE USED FOR THAT PURPOSE. 1000-21188A xyxy=(517,769,593,848)
notice-divider xyxy=(436,1021,511,1022)
classified-category: Foreclosures xyxy=(72,66,106,72)
column-body xyxy=(436,81,511,1208)
notice-paragraph: Attorney Contact: Rubin Lublin, LLC 3145 Avalon Ridge Place, Suite 100 Peachtree Corners, GA 30071 Telephone Number: (877) 813-0992 Case No. CHS-25-06045-1 xyxy=(679,344,755,378)
legal-description: THE LAND REFERRED TO HEREIN BELOW IS SITUATED IN THE COUNTY OF FULTON, STATE OF GEORGIA, AND IS DESCRIBED AS FOLLOWS: xyxy=(111,246,187,281)
notice-column xyxy=(514,62,595,1567)
notice-paragraph: Lakeview Loan Servicing, LLC xyxy=(192,738,265,745)
column-bottom-rule xyxy=(598,1566,673,1567)
legal-description: GEORGIA, FULTON COUNTY xyxy=(192,437,268,450)
notice-column xyxy=(433,62,514,1567)
notice-column xyxy=(27,62,108,1567)
notice-id: FN8465 xyxy=(706,442,728,449)
notice-paragraph: All that tract or parcel of land lying and being in Land Lot 231 of the 14th District of District, Fulton County, Georgia, being Lot 4 of Childress Drive Estates, as per plat recorded in Plat Book 258, Page 150, and as revised at Plat Book 280, Page 3, Fulton County, Georgia records; which plat is hereby referred to and made a part of this description; being improved property known as 1820 Childress Drive SW, according to the present system of xyxy=(192,818,268,913)
notice-id: GPN17 xyxy=(382,645,402,652)
notice-paragraph: Note, however, that such entity is not required by law to negotiate, amend or modify the terms of the loan. xyxy=(30,1086,106,1109)
notice-divider xyxy=(192,395,267,396)
paragraph-text: unless said date falls on a Federal Holiday, in which case being the first Wednesday of said month), the following described property: xyxy=(517,85,593,119)
notice-paragraph: MR / JD November 4, 2025 Our file no. 5383615-FT2 xyxy=(192,357,268,369)
notice-paragraph: 25-18747GA xyxy=(273,133,305,140)
